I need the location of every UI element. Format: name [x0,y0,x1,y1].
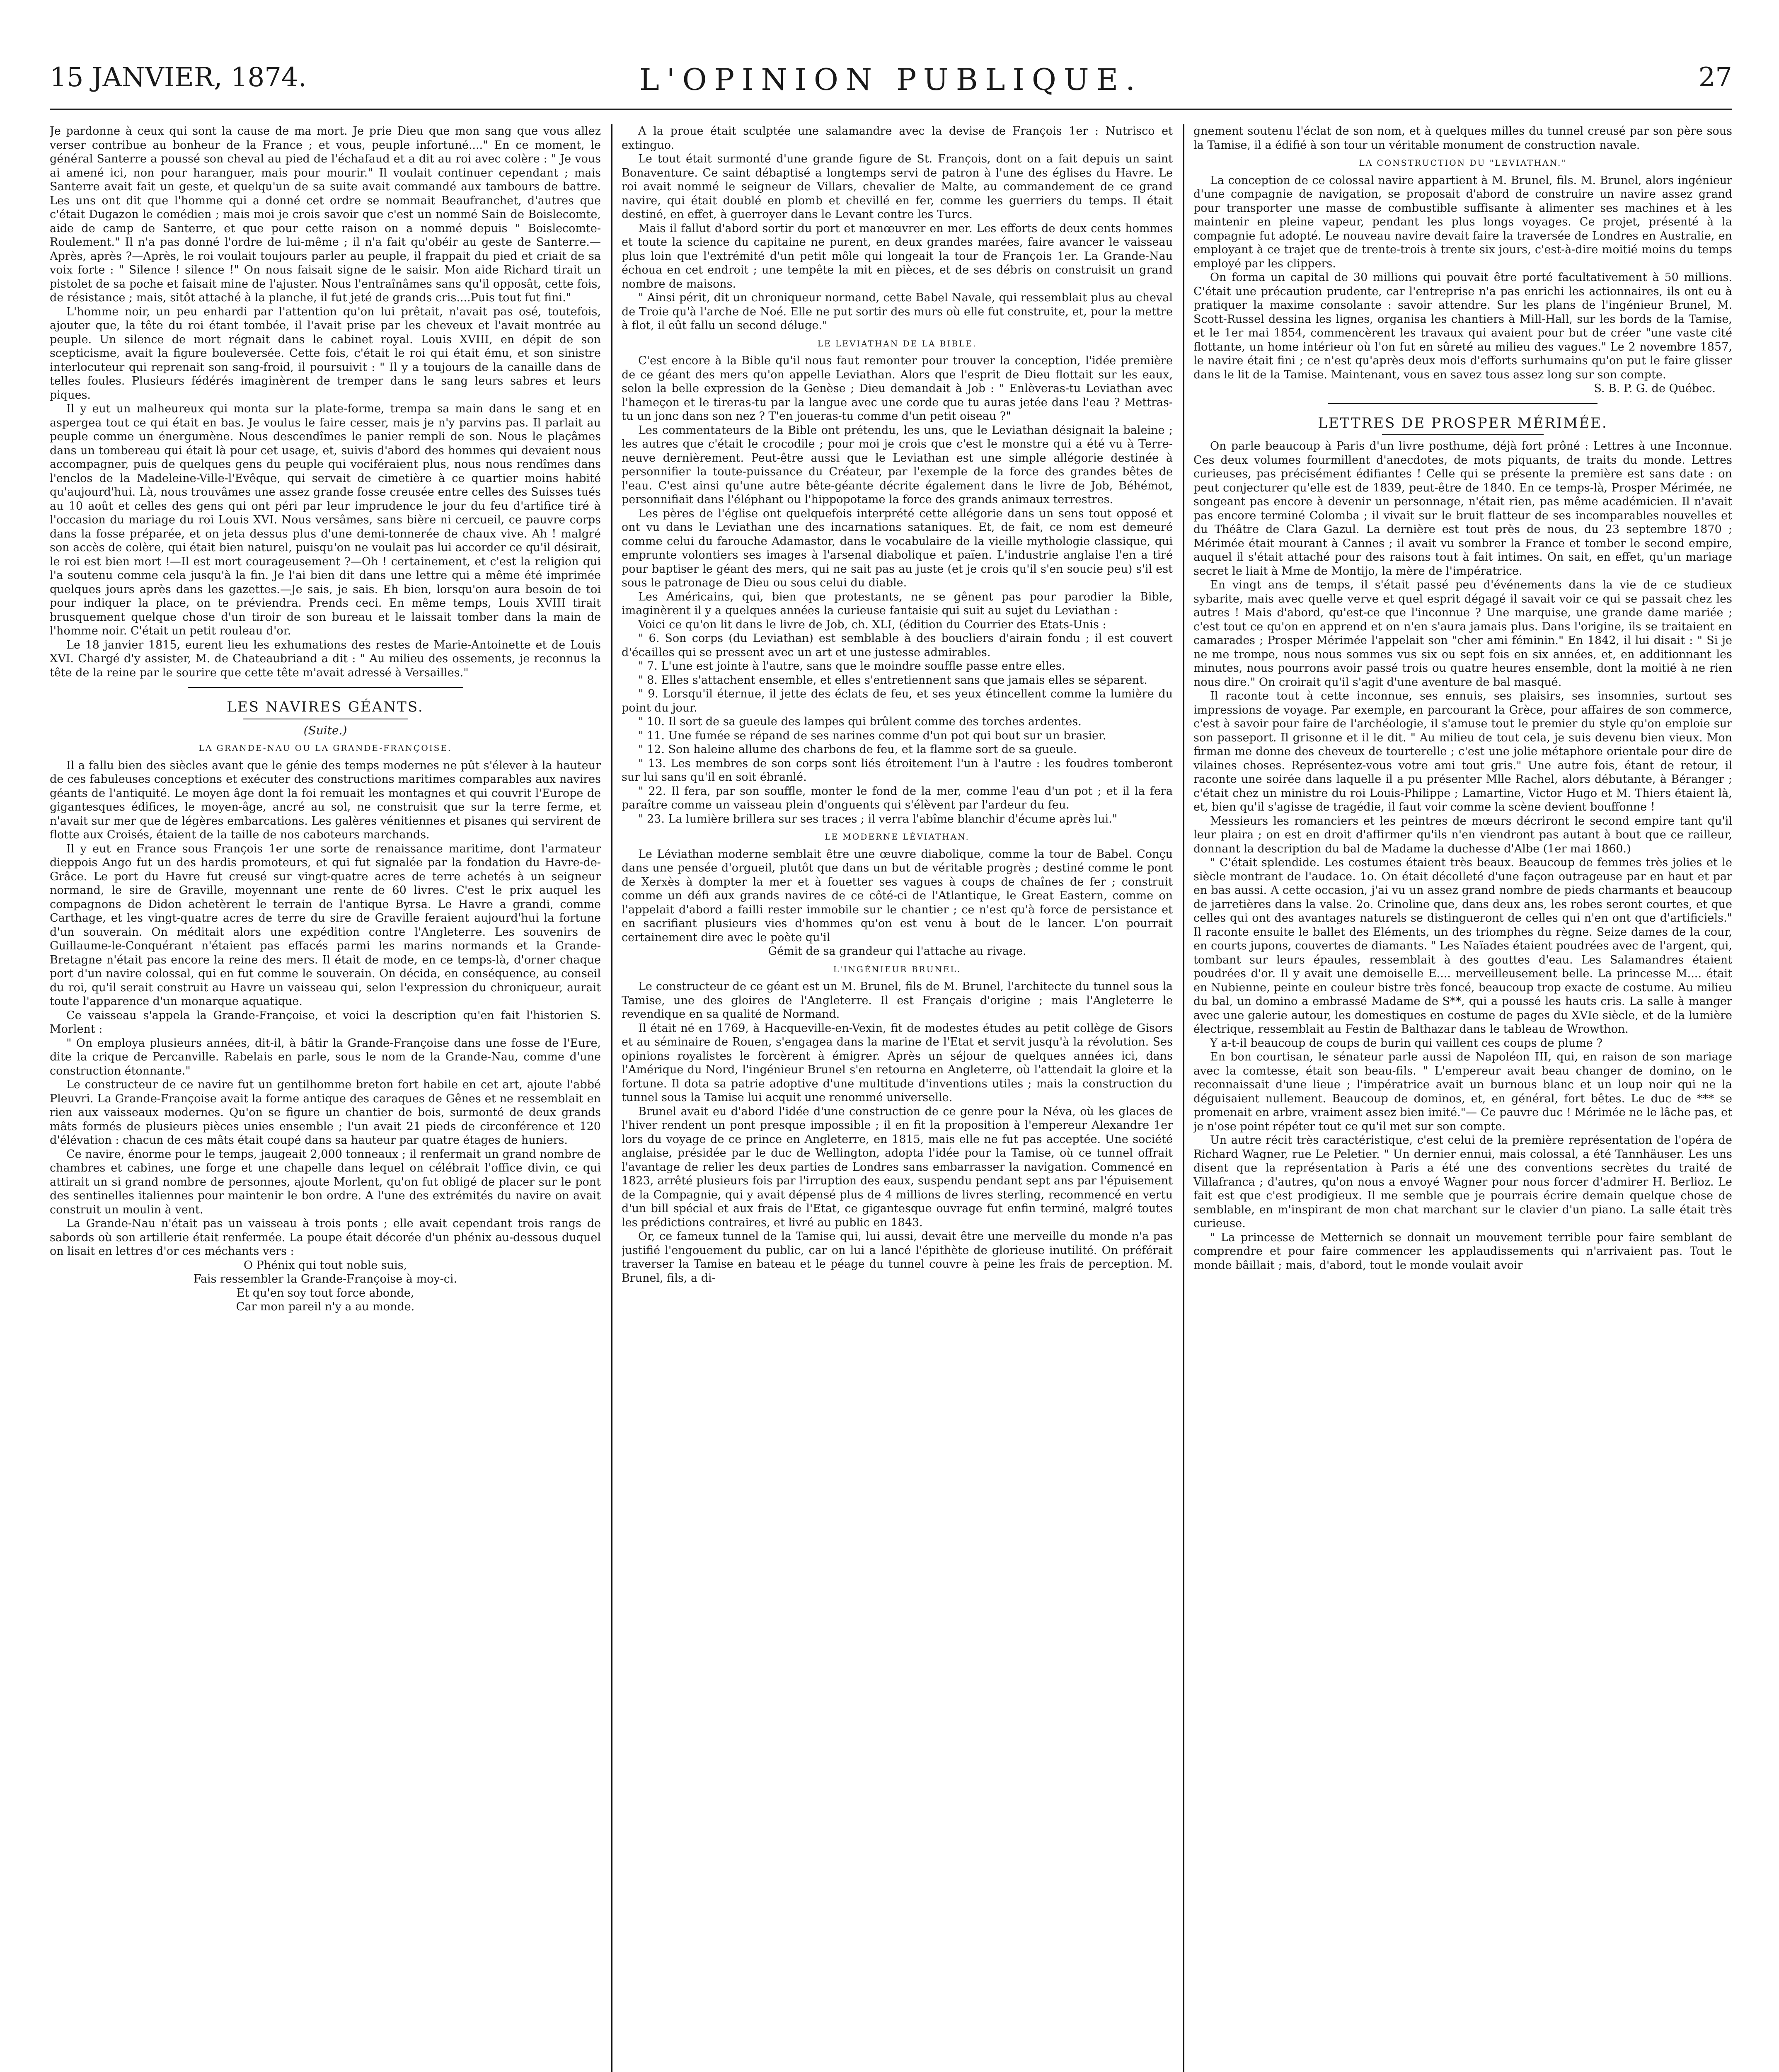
verse: " 11. Une fumée se répand de ses narines comme d'un pot qui bout sur un brasier. [638,729,1106,742]
verse: " 10. Il sort de sa gueule des lampes qui brûlent comme des torches ardentes. [638,715,1082,728]
paragraph: La Grande-Nau n'était pas un vaisseau à trois ponts ; elle avait cependant trois rangs de sabords où son artillerie était renfermée. La poupe était décorée d'un phénix au-dessous duquel on lisait en lettres d'or ces méchants vers : [50,1217,601,1258]
subheading: LA CONSTRUCTION DU "LEVIATHAN." [1359,158,1567,168]
verse: " 9. Lorsqu'il éternue, il jette des éclats de feu, et ses yeux étincellent comme la lumière du point du jour. [622,687,1173,714]
subheading: LE LEVIATHAN DE LA BIBLE. [817,338,977,349]
poem-line: Fais ressembler la Grande-Françoise à moy-ci. [193,1273,457,1285]
verse: " 13. Les membres de son corps sont liés étroitement l'un à l'autre : les foudres tomberont sur lui sans qu'il en soit ébranlé. [622,757,1173,784]
verse: " 22. Il fera, par son souffle, monter le fond de la mer, comme l'eau d'un pot ; et il la fera paraître comme un vaisseau plein d'onguents qui s'élèvent par l'ardeur du feu. [622,784,1173,811]
paragraph: Le constructeur de ce navire fut un gentilhomme breton fort habile en cet art, ajoute l'abbé Pleuvri. La Grande-Françoise avait la forme antique des caraques de Gênes et ne ressemblait en rien aux vaisseaux modernes. Qu'on se figure un chantier de bois, surmonté de deux grands mâts formés de plusieurs pièces unies ensemble ; l'un avait 21 pieds de circonférence et 120 d'élévation : chacun de ces mâts était coupé dans sa hauteur par quatre étages de huniers. [50,1078,601,1147]
page-header [50,62,1732,104]
paragraph: Il y eut en France sous François 1er une sorte de renaissance maritime, dont l'armateur dieppois Ango fut un des hardis promoteurs, et qui fut signalée par la fondation du Havre-de-Grâce. Le port du Havre fut creusé sur vingt-quatre acres de terre achetés à un seigneur normand, le sire de Graville, moyennant une rente de 60 livres. C'est le prix auquel les compagnons de Didon achetèrent le terrain de l'antique Byrsa. Le Havre a grandi, comme Carthage, et les vingt-quatre acres de terre du sire de Graville feraient aujourd'hui la fortune d'un souverain. On méditait alors une expédition contre l'Angleterre. Les souvenirs de Guillaume-le-Conquérant n'étaient pas effacés parmi les marins normands et la Grande-Bretagne n'était pas encore la reine des mers. Il était de mode, en ce temps-là, d'orner chaque port d'un navire colossal, qui en fut comme le souverain. On décida, en conséquence, au conseil du roi, qu'il serait construit au Havre un vaisseau qui, selon l'expression du chroniqueur, aurait toute l'apparence d'un monarque aquatique. [50,842,601,1008]
paragraph: Ce vaisseau s'appela la Grande-Françoise, et voici la description qu'en fait l'historien S. Morlent : [50,1009,601,1036]
paragraph: Le Léviathan moderne semblait être une œuvre diabolique, comme la tour de Babel. Conçu dans une pensée d'orgueil, plutôt que dans un but de véritable progrès ; destiné comme le pont de Xerxès à dompter la mer et à fouetter ses vagues à coups de chaînes de fer ; construit comme un défi aux grands navires de ce côté-ci de l'Atlantique, le Great Eastern, comme on l'appelait d'abord a failli rester immobile sur le chantier ; ce n'est qu'à force de persistance et en sacrifiant plusieurs vies d'hommes qu'on est venu à bout de le lancer. L'on pourrait certainement dire avec le poète qu'il [622,847,1173,944]
paragraph: Ce navire, énorme pour le temps, jaugeait 2,000 tonneaux ; il renfermait un grand nombre de chambres et cabines, une forge et une chapelle dans lequel on célébrait l'office divin, ce qui attirait un si grand nombre de personnes, ajoute Morlent, qu'on fut obligé de placer sur le pont des sentinelles italiennes pour maintenir le bon ordre. A l'une des extrémités du navire on avait construit un moulin à vent. [50,1147,601,1216]
quoted-verse: Gémit de sa grandeur qui l'attache au rivage. [768,945,1026,958]
verse: " 7. L'une est jointe à l'autre, sans que le moindre souffle passe entre elles. [638,660,1065,673]
page-number: 27 [1698,62,1732,93]
paragraph: Il y eut un malheureux qui monta sur la plate-forme, trempa sa main dans le sang et en aspergea tout ce qui était en bas. Je voulus le faire cesser, mais je n'y parvins pas. Il parlait au peuple comme un énergumène. Nous descendîmes le panier rempli de son. Nous le plaçâmes dans un tombereau qui était là pour cet usage, et, suivis d'abord des hommes qui devaient nous accompagner, puis de quelques gens du peuple qui vociféraient plus, nous nous rendîmes dans l'enclos de la Madeleine-Ville-l'Evêque, qui servait de cimetière à ce quartier moins habité qu'aujourd'hui. Là, nous trouvâmes une assez grande fosse creusée entre celles des Suisses tués au 10 août et celles des gens qui ont péri par leur imprudence le jour du feu d'artifice tiré à l'occasion du mariage du roi Louis XVI. Nous versâmes, sans bière ni cercueil, ce pauvre corps dans la fosse préparée, et on jeta dessus plus d'une demi-tonnerée de chaux vive. Ah ! malgré son accès de colère, qui était bien naturel, puisqu'on ne voulait pas lui accorder ce qu'il désirait, le roi est bien mort !—Il est mort courageusement ?—Oh ! certainement, et c'est la religion qui l'a soutenu comme cela jusqu'à la fin. Je l'ai bien dit dans une lettre qui a même été imprimée quelques jours après dans les gazettes.—Je sais, je sais. Eh bien, lorsqu'on aura besoin de toi pour indiquer la place, on te préviendra. Prends ceci. En même temps, Louis XVIII tirait brusquement quelque chose d'un tiroir de son bureau et le laissait tomber dans la main de l'homme noir. C'était un petit rouleau d'or. [50,402,601,637]
paragraph: Or, ce fameux tunnel de la Tamise qui, lui aussi, devait être une merveille du monde n'a pas justifié l'engouement du public, car on lui a lancé l'épithète de glorieuse inutilité. On préférait traverser la Tamise en bateau et le péage du tunnel couvre à peine les frais de perception. M. Brunel, fils, a di- [622,1230,1173,1285]
paragraph: Je pardonne à ceux qui sont la cause de ma mort. Je prie Dieu que mon sang que vous allez verser contribue au bonheur de la France ; et vous, peuple infortuné...." En ce moment, le général Santerre a poussé son cheval au pied de l'échafaud et a dit au roi avec colère : " Je vous ai amené ici, non pour haranguer, mais pour mourir." Il voulait continuer cependant ; mais Santerre avait fait un geste, et quelqu'un de sa suite avait commandé aux tambours de battre. Les uns ont dit que l'homme qui a donné cet ordre se nommait Beaufranchet, d'autres que c'était Dugazon le comédien ; mais moi je crois savoir que c'est un nommé Sain de Boislecomte, aide de camp de Santerre, et que pour cette raison on a nommé depuis " Boislecomte-Roulement." Il n'a pas donné l'ordre de lui-même ; il n'a fait qu'obéir au geste de Santerre.—Après, après ?—Après, le roi voulait toujours parler au peuple, il frappait du pied et criait de sa voix forte : " Silence ! silence !" On nous faisait signe de le saisir. Mon aide Richard tirait un pistolet de sa poche et faisait mine de l'ajuster. Nous l'entraînâmes sans qu'il opposât, cette fois, de résistance ; mais, sitôt attaché à la planche, il fut jeté de grands cris....Puis tout fut fini." [50,125,601,304]
paragraph: La conception de ce colossal navire appartient à M. Brunel, fils. M. Brunel, alors ingénieur d'une compagnie de navigation, se proposait d'abord de construire un navire assez grand pour transporter une masse de combustible suffisante à alimenter ses machines et à les maintenir en pleine vapeur, pendant les plus longs voyages. Ce projet, présenté à la compagnie fut adopté. Le nouveau navire devait faire la traversée de Londres en Australie, en employant à ce trajet que de trente-trois à trente six jours, c'est-à-dire moitié moins du temps employé par les clippers. [1193,174,1732,270]
paragraph: Le 18 janvier 1815, eurent lieu les exhumations des restes de Marie-Antoinette et de Louis XVI. Chargé d'y assister, M. de Chateaubriand a dit : " Au milieu des ossements, je reconnus la tête de la reine par le sourire que cette tête m'avait adressé à Versailles." [50,638,601,679]
continuation-note: (Suite.) [303,723,347,737]
column-3 [1193,124,1732,2072]
title-underline [1382,434,1544,435]
paragraph: Il était né en 1769, à Hacqueville-en-Vexin, fit de modestes études au petit collège de Gisors et au séminaire de Rouen, s'engagea dans la marine de l'Etat et servit jusqu'à la révolution. Ses opinions royalistes le forcèrent à émigrer. Après un séjour de quelques années ici, dans l'Amérique du Nord, l'ingénieur Brunel s'en retourna en Angleterre, où l'attendait la gloire et la fortune. Il dota sa patrie adoptive d'une multitude d'inventions utiles ; mais la construction du tunnel sous la Tamise lui acquit une renommé universelle. [622,1021,1173,1104]
paragraph: Le constructeur de ce géant est un M. Brunel, fils de M. Brunel, l'architecte du tunnel sous la Tamise, une des gloires de l'Angleterre. Il est Français d'origine ; mais l'Angleterre le revendique en sa qualité de Normand. [622,980,1173,1021]
poem-line: O Phénix qui tout noble suis, [243,1259,407,1272]
paragraph: A la proue était sculptée une salamandre avec la devise de François 1er : Nutrisco et extinguo. [622,125,1173,152]
section-divider [188,687,463,688]
author-signature: S. B. P. G. de Québec. [1594,382,1716,395]
paragraph: En vingt ans de temps, il s'était passé peu d'événements dans la vie de ce studieux sybarite, mais avec quelle verve et quel esprit dégagé il savait voir ce qui se passait chez les autres ! Mais d'abord, qu'est-ce que l'inconnue ? Une marquise, une grande dame mariée ; c'est tout ce qu'on en apprend et on n'en s'aura jamais plus. Dans l'origine, ils se traitaient en camarades ; Prosper Mérimée l'appelait son "cher ami féminin." En 1842, il lui disait : " Si je ne me trompe, nous nous sommes vus six ou sept fois en six années, et, en additionnant les minutes, nous pourrons avoir passé trois ou quatre heures ensemble, dont la moitié à ne rien nous dire." On croirait qu'il s'agit d'une aventure de bal masqué. [1193,579,1732,689]
section-title-navires: LES NAVIRES GÉANTS. [227,699,424,715]
paragraph: En bon courtisan, le sénateur parle aussi de Napoléon III, qui, en raison de son mariage avec la comtesse, était son beau-fils. " L'empereur avait beau changer de domino, on le reconnaissait d'une lieue ; l'impératrice avait un burnous blanc et un loup noir qui ne la déguisaient nullement. Beaucoup de dominos, et, en général, fort bêtes. Le duc de *** se promenait en arbre, vraiment assez bien imité."— Ce pauvre duc ! Mérimée ne le lâche pas, et je n'ose point répéter tout ce qu'il met sur son compte. [1193,1051,1732,1133]
paragraph: Il a fallu bien des siècles avant que le génie des temps modernes ne pût s'élever à la hauteur de ces fabuleuses conceptions et exécuter des constructions maritimes comparables aux navires géants de l'antiquité. Le moyen âge dont la foi remuait les montagnes et qui couvrit l'Europe de gigantesques édifices, le moyen-âge, ancré au sol, ne construisit que sur la terre ferme, et n'avait sur mer que de légères embarcations. Les galères vénitiennes et pisanes qui servirent de flotte aux Croisés, étaient de la taille de nos caboteurs marchands. [50,759,601,841]
paragraph: " La princesse de Metternich se donnait un mouvement terrible pour faire semblant de comprendre et pour faire commencer les applaudissements qui n'arrivaient pas. Tout le monde bâillait ; mais, d'abord, tout le monde voulait avoir [1193,1231,1732,1272]
paragraph: Voici ce qu'on lit dans le livre de Job, ch. XLI, (édition du Courrier des Etats-Unis : [638,618,1106,631]
paragraph: C'est encore à la Bible qu'il nous faut remonter pour trouver la conception, l'idée première de ce géant des mers qu'on appelle Leviathan. Alors que l'esprit de Dieu flottait sur les eaux, selon la belle expression de la Genèse ; Dieu demandait à Job : " Enlèveras-tu Leviathan avec l'hameçon et le tireras-tu par la langue avec une corde que tu auras jetée dans l'eau ? Mettras-tu un jonc dans son nez ? T'en joueras-tu comme d'un petit oiseau ?" [622,354,1173,423]
paragraph: Les commentateurs de la Bible ont prétendu, les uns, que le Leviathan désignait la baleine ; les autres que c'était le crocodile ; pour moi je crois que c'est le monstre qui a été vu à Terre-neuve dernièrement. Peut-être aussi que le Leviathan est une simple allégorie destinée à personnifier la toute-puissance du Créateur, par l'exemple de la force des grandes bêtes de l'eau. C'est ainsi qu'une autre bête-géante décrite également dans le livre de Job, Béhémot, personnifiait dans l'éléphant ou l'hippopotame la force des grands animaux terrestres. [622,424,1173,506]
verse: " 12. Son haleine allume des charbons de feu, et la flamme sort de sa gueule. [638,743,1077,756]
paragraph: " C'était splendide. Les costumes étaient très beaux. Beaucoup de femmes très jolies et le siècle montrant de l'audace. 1o. On était décolleté d'une façon outrageuse par en haut et par en bas aussi. A cette occasion, j'ai vu un assez grand nombre de pieds charmants et beaucoup de jarretières dans la valse. 2o. Crinoline que, dans deux ans, les robes seront courtes, et que celles qui ont des avantages naturels se distingueront de celles qui n'en ont que d'artificiels." Il raconte ensuite le ballet des Eléments, un des triomphes du règne. Seize dames de la cour, en courts jupons, couvertes de diamants. " Les Naïades étaient poudrées avec de l'argent, qui, tombant sur leurs épaules, ressemblait à des gouttes d'eau. Les Salamandres étaient poudrées d'or. Il y avait une demoiselle E.... merveilleusement belle. La princesse M.... était en Nubienne, peinte en couleur bistre très foncé, beaucoup trop exacte de costume. Au milieu du bal, un domino a embrassé Madame de S**, qui a poussé les hauts cris. La salle à manger avec une galerie autour, les domestiques en costume de pages du XVIe siècle, et de la lumière électrique, ressemblait au Festin de Balthazar dans le tableau de Wrowthon. [1193,856,1732,1036]
verse: " 23. La lumière brillera sur ses traces ; il verra l'abîme blanchir d'écume après lui." [638,812,1118,825]
section-title-merimee: LETTRES DE PROSPER MÉRIMÉE. [1318,414,1608,431]
paragraph: On parle beaucoup à Paris d'un livre posthume, déjà fort prôné : Lettres à une Inconnue. Ces deux volumes fourmillent d'anecdotes, de mots piquants, de traits du monde. Lettres curieuses, pas précisément édifiantes ! Celle qui se présente la première est sans date : on peut conjecturer qu'elle est de 1839, peut-être de 1840. En ce temps-là, Prosper Mérimée, ne songeant pas encore à devenir un personnage, n'était rien, pas même académicien. Il n'avait pas encore terminé Colomba ; il vivait sur le bruit flatteur de ses incomparables nouvelles et du Théâtre de Clara Gazul. La dernière est tout près de nous, du 23 septembre 1870 ; Mérimée était mourant à Cannes ; il avait vu sombrer la France et tomber le second empire, auquel il s'était attaché pour des raisons tout à fait intimes. On sait, en effet, qu'un mariage secret le liait à Mme de Montijo, la mère de l'impératrice. [1193,440,1732,578]
paragraph: Il raconte tout à cette inconnue, ses ennuis, ses plaisirs, ses insomnies, surtout ses impressions de voyage. Par exemple, en parcourant la Grèce, pour affaires de son commerce, c'est à savoir pour faire de l'archéologie, il s'amuse tout le premier du style qu'on emploie sur son passeport. Il grisonne et il le dit. " Au milieu de tout cela, je suis devenu bien vieux. Mon firman me donne des cheveux de tourterelle ; c'est une jolie métaphore orientale pour dire de vilaines choses. Représentez-vous votre ami tout gris." Une autre fois, étant de retour, il raconte une soirée dans laquelle il a pu présenter Mlle Rachel, alors débutante, à Béranger ; c'était chez un ministre du roi Louis-Philippe ; Lamartine, Victor Hugo et M. Thiers étaient là, et, bien qu'il s'agisse de tragédie, il faut voir comme la scène devient bouffonne ! [1193,690,1732,813]
section-divider [1328,403,1597,404]
paragraph: Messieurs les romanciers et les peintres de mœurs décriront le second empire tant qu'il leur plaira ; on est en droit d'affirmer qu'ils n'en viendront pas autant à bout que ce railleur, donnant la description du bal de Madame la duchesse d'Albe (1er mai 1860.) [1193,814,1732,855]
column-rule [1183,124,1184,2072]
issue-date: 15 JANVIER, 1874. [50,62,307,93]
paragraph: Les pères de l'église ont quelquefois interprété cette allégorie dans un sens tout opposé et ont vu dans le Leviathan une des incarnations sataniques. Et, de fait, ce nom est demeuré comme celui du farouche Adamastor, dans le vocabulaire de la vieille mythologie classique, qui emprunte volontiers ses images à l'arsenal diabolique et païen. L'industrie anglaise l'en a tiré pour baptiser le géant des mers, qui ne sait pas au juste (et je crois qu'il s'en soucie peu) s'il est sous le patronage de Dieu ou sous celui du diable. [622,507,1173,589]
paragraph: Mais il fallut d'abord sortir du port et manœuvrer en mer. Les efforts de deux cents hommes et toute la science du capitaine ne purent, en deux grandes marées, faire avancer le vaisseau plus loin que l'extrémité d'un petit môle qui longeait la tour de François 1er. La Grande-Nau échoua en cet endroit ; une tempête la mit en pièces, et de ses débris on construisit un grand nombre de maisons. [622,222,1173,290]
column-rule [611,124,612,2072]
newspaper-title: L'OPINION PUBLIQUE. [639,62,1143,97]
paragraph: " On employa plusieurs années, dit-il, à bâtir la Grande-Françoise dans une fosse de l'Eure, dite la crique de Percanville. Rabelais en parle, sous le nom de la Grande-Nau, comme d'une construction étonnante." [50,1036,601,1077]
header-rule [50,109,1732,110]
poem-line: Et qu'en soy tout force abonde, [236,1286,414,1300]
paragraph: Les Américains, qui, bien que protestants, ne se gênent pas pour parodier la Bible, imaginèrent il y a quelques années la curieuse fantaisie qui suit au sujet du Leviathan : [622,590,1173,617]
poem-line: Car mon pareil n'y a au monde. [236,1300,415,1313]
paragraph: " Ainsi périt, dit un chroniqueur normand, cette Babel Navale, qui ressemblait plus au cheval de Troie qu'à l'arche de Noé. Elle ne put sortir des murs où elle fut construite, et, pour la mettre à flot, il eût fallu un second déluge." [622,291,1173,332]
subheading: L'INGÉNIEUR BRUNEL. [833,964,961,974]
paragraph: Y a-t-il beaucoup de coups de burin qui vaillent ces coups de plume ? [1210,1036,1602,1050]
column-2 [622,124,1173,2072]
paragraph: L'homme noir, un peu enhardi par l'attention qu'on lui prêtait, n'avait pas osé, toutefois, ajouter que, la tête du roi étant tombée, il l'avait prise par les cheveux et l'avait montrée au peuple. Un silence de mort régnait dans le cabinet royal. Louis XVIII, en dépit de son scepticisme, avait la figure bouleversée. Cette fois, c'était le roi qui était ému, et son sinistre interlocuteur qui reprenait son sang-froid, il poursuivit : " Il y a toujours de la canaille dans de telles foules. Plusieurs fédérés imaginèrent de tremper dans le sang leurs sabres et leurs piques. [50,305,601,402]
subheading: LA GRANDE-NAU OU LA GRANDE-FRANÇOISE. [198,743,452,753]
paragraph: Brunel avait eu d'abord l'idée d'une construction de ce genre pour la Néva, où les glaces de l'hiver rendent un pont presque impossible ; il en fit la proposition à l'empereur Alexandre 1er lors du voyage de ce prince en Angleterre, en 1815, mais elle ne fut pas acceptée. Une société anglaise, présidée par le duc de Wellington, adopta l'idée pour la Tamise, où ce tunnel offrait l'avantage de relier les deux parties de Londres sans embarrasser la navigation. Commencé en 1823, arrêté plusieurs fois par l'irruption des eaux, suspendu pendant sept ans par l'épuisement de la Compagnie, qui y avait dépensé plus de 4 millions de livres sterling, recommencé en vertu d'un bill spécial et aux frais de l'Etat, ce gigantesque ouvrage fut enfin terminé, malgré toutes les prédictions contraires, et livré au public en 1843. [622,1105,1173,1229]
paragraph: Un autre récit très caractéristique, c'est celui de la première représentation de l'opéra de Richard Wagner, rue Le Peletier. " Un dernier ennui, mais colossal, a été Tannhäuser. Les uns disent que la représentation à Paris a été une des conventions secrètes du traité de Villafranca ; d'autres, qu'on nous a envoyé Wagner pour nous forcer d'admirer H. Berlioz. Le fait est que c'est prodigieux. Il me semble que je pourrais écrire demain quelque chose de semblable, en m'inspirant de mon chat marchant sur le clavier d'un piano. La salle était très curieuse. [1193,1134,1732,1230]
paragraph: On forma un capital de 30 millions qui pouvait être porté facultativement à 50 millions. C'était une précaution prudente, car l'entreprise n'a pas enrichi les actionnaires, ils ont eu à pratiquer la maxime consolante : savoir attendre. Sur les plans de l'ingénieur Brunel, M. Scott-Russel dessina les lignes, organisa les chantiers à Mill-Hall, sur les bords de la Tamise, et le 1er mai 1854, commencèrent les travaux qui avaient pour but de créer "une vaste cité flottante, un home intérieur où l'on fut en sûreté au milieu des vagues." Le 2 novembre 1857, le navire était fini ; ce n'est qu'après deux mois d'efforts surhumains qu'on put le faire glisser dans le lit de la Tamise. Maintenant, vous en savez tous assez long sur son compte. [1193,271,1732,381]
column-1 [50,124,601,2072]
subheading: LE MODERNE LÉVIATHAN. [825,832,970,842]
paragraph: gnement soutenu l'éclat de son nom, et à quelques milles du tunnel creusé par son père sous la Tamise, il a édifié à son tour un véritable monument de construction navale. [1193,125,1732,152]
verse: " 8. Elles s'attachent ensemble, et elles s'entretiennent sans que jamais elles se séparent. [638,673,1147,687]
paragraph: Le tout était surmonté d'une grande figure de St. François, dont on a fait depuis un saint Bonaventure. Ce saint débaptisé a longtemps servi de patron à l'une des églises du Havre. Le roi avait nommé le seigneur de Villars, chevalier de Malte, au commandement de ce grand navire, qui était doublé en plomb et chevillé en fer, comme les guerriers du temps. Il était destiné, en effet, à guerroyer dans le Levant contre les Turcs. [622,152,1173,221]
verse: " 6. Son corps (du Leviathan) est semblable à des boucliers d'airain fondu ; il est couvert d'écailles qui se pressent avec un art et une justesse admirables. [622,632,1173,659]
